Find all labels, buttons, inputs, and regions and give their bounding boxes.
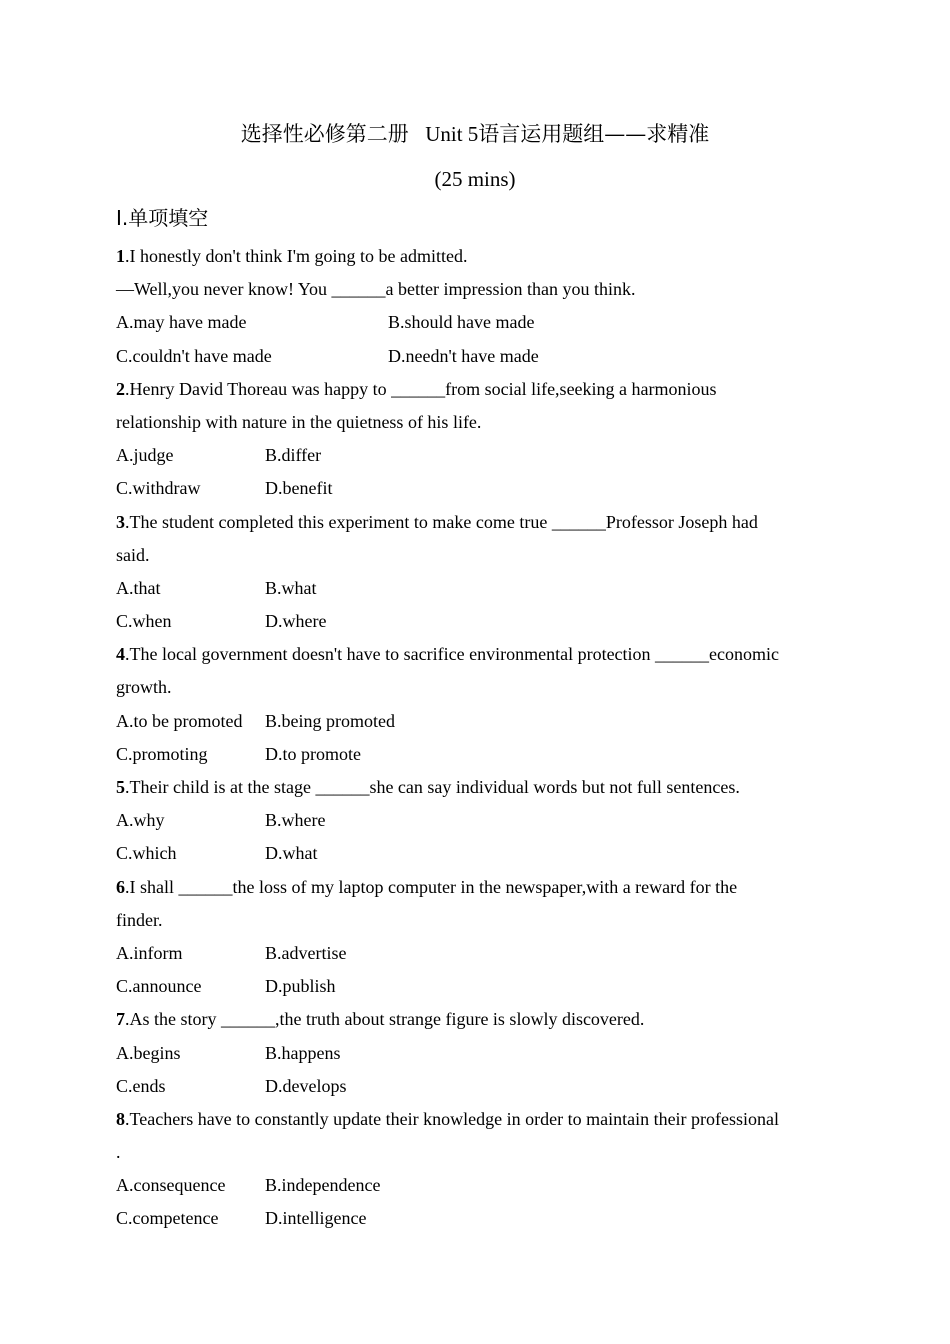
question-number: 3: [116, 511, 125, 532]
question-8-options-row2: [116, 1202, 828, 1235]
question-2-options-row2: [116, 472, 828, 505]
option-c: C.ends: [116, 1075, 166, 1096]
question-2-stem: 2.Henry David Thoreau was happy to ______from social life,seeking a harmonious: [116, 378, 717, 399]
option-c: C.when: [116, 611, 172, 632]
option-b: B.what: [265, 577, 317, 598]
question-1-options-row2: [116, 340, 828, 373]
question-4-stem: 4.The local government doesn't have to sacrifice environmental protection ______economic: [116, 644, 780, 665]
question-7-options-row2: [116, 1070, 828, 1103]
option-d: D.to promote: [265, 743, 361, 764]
question-number: 1: [116, 246, 125, 266]
question-4-options-row2: [116, 738, 828, 771]
question-8-stem: 8.Teachers have to constantly update their knowledge in order to maintain their professional: [116, 1108, 780, 1129]
option-a: A.why: [116, 810, 165, 831]
option-b: B.differ: [265, 445, 322, 466]
option-c: C.which: [116, 843, 177, 864]
question-5-options-row1: [116, 804, 828, 837]
question-3-options-row1: [116, 572, 828, 605]
question-5-stem: 5.Their child is at the stage ______she can say individual words but not full sentences.: [116, 777, 740, 797]
document-title: [0, 118, 950, 150]
option-c: C.couldn't have made: [116, 345, 272, 366]
option-c: C.competence: [116, 1208, 219, 1229]
option-a: A.inform: [116, 942, 183, 963]
question-1-stem-cont: —Well,you never know! You ______a better impression than you think.: [116, 279, 636, 300]
option-b: B.should have made: [388, 312, 535, 333]
option-b: B.advertise: [265, 942, 347, 963]
title-cjk-part3: 求精准: [646, 122, 710, 146]
question-8-stem-cont: .: [116, 1142, 121, 1163]
question-6-options-row1: [116, 937, 828, 970]
option-d: D.what: [265, 843, 318, 864]
question-3-stem: 3.The student completed this experiment to make come true ______Professor Joseph had: [116, 511, 758, 532]
option-c: C.announce: [116, 976, 202, 997]
question-2-stem-cont: relationship with nature in the quietness of his life.: [116, 411, 482, 432]
question-number: 7: [116, 1009, 125, 1030]
question-list: [116, 240, 828, 1236]
question-1-stem: 1.I honestly don't think I'm going to be admitted.: [116, 246, 468, 266]
question-2-options-row1: [116, 439, 828, 472]
option-b: B.where: [265, 810, 326, 831]
question-4-options-row1: [116, 705, 828, 738]
question-6-options-row2: [116, 970, 828, 1003]
option-d: D.where: [265, 611, 327, 632]
title-cjk-part2: 语言运用题组: [478, 122, 605, 146]
option-d: D.intelligence: [265, 1208, 367, 1229]
option-a: A.that: [116, 577, 161, 598]
option-b: B.happens: [265, 1042, 341, 1063]
title-dash: ——: [604, 122, 647, 146]
title-unit: Unit 5: [425, 122, 479, 146]
question-number: 4: [116, 644, 125, 665]
question-1-options-row1: [116, 306, 828, 339]
option-b: B.independence: [265, 1175, 381, 1196]
question-number: 6: [116, 876, 125, 897]
option-d: D.publish: [265, 976, 336, 997]
option-a: A.judge: [116, 445, 174, 466]
section-heading: Ⅰ.单项填空: [116, 206, 209, 230]
option-d: D.benefit: [265, 478, 333, 499]
option-d: D.develops: [265, 1075, 347, 1096]
question-7-options-row1: [116, 1037, 828, 1070]
option-a: A.begins: [116, 1042, 181, 1063]
option-a: A.to be promoted: [116, 710, 243, 731]
question-8-options-row1: [116, 1169, 828, 1202]
question-3-options-row2: [116, 605, 828, 638]
option-b: B.being promoted: [265, 710, 395, 731]
question-5-options-row2: [116, 837, 828, 870]
time-limit: (25 mins): [434, 167, 516, 191]
question-number: 5: [116, 777, 125, 797]
option-a: A.may have made: [116, 312, 247, 333]
title-cjk-part1: 选择性必修第二册: [240, 122, 409, 146]
question-7-stem: 7.As the story ______,the truth about strange figure is slowly discovered.: [116, 1009, 645, 1030]
option-a: A.consequence: [116, 1175, 226, 1196]
option-d: D.needn't have made: [388, 345, 539, 366]
question-4-stem-cont: growth.: [116, 677, 172, 698]
question-3-stem-cont: said.: [116, 544, 150, 565]
question-6-stem: 6.I shall ______the loss of my laptop computer in the newspaper,with a reward for the: [116, 876, 738, 897]
question-number: 2: [116, 378, 125, 399]
question-number: 8: [116, 1108, 125, 1129]
option-c: C.withdraw: [116, 478, 201, 499]
option-c: C.promoting: [116, 743, 208, 764]
question-6-stem-cont: finder.: [116, 909, 163, 930]
